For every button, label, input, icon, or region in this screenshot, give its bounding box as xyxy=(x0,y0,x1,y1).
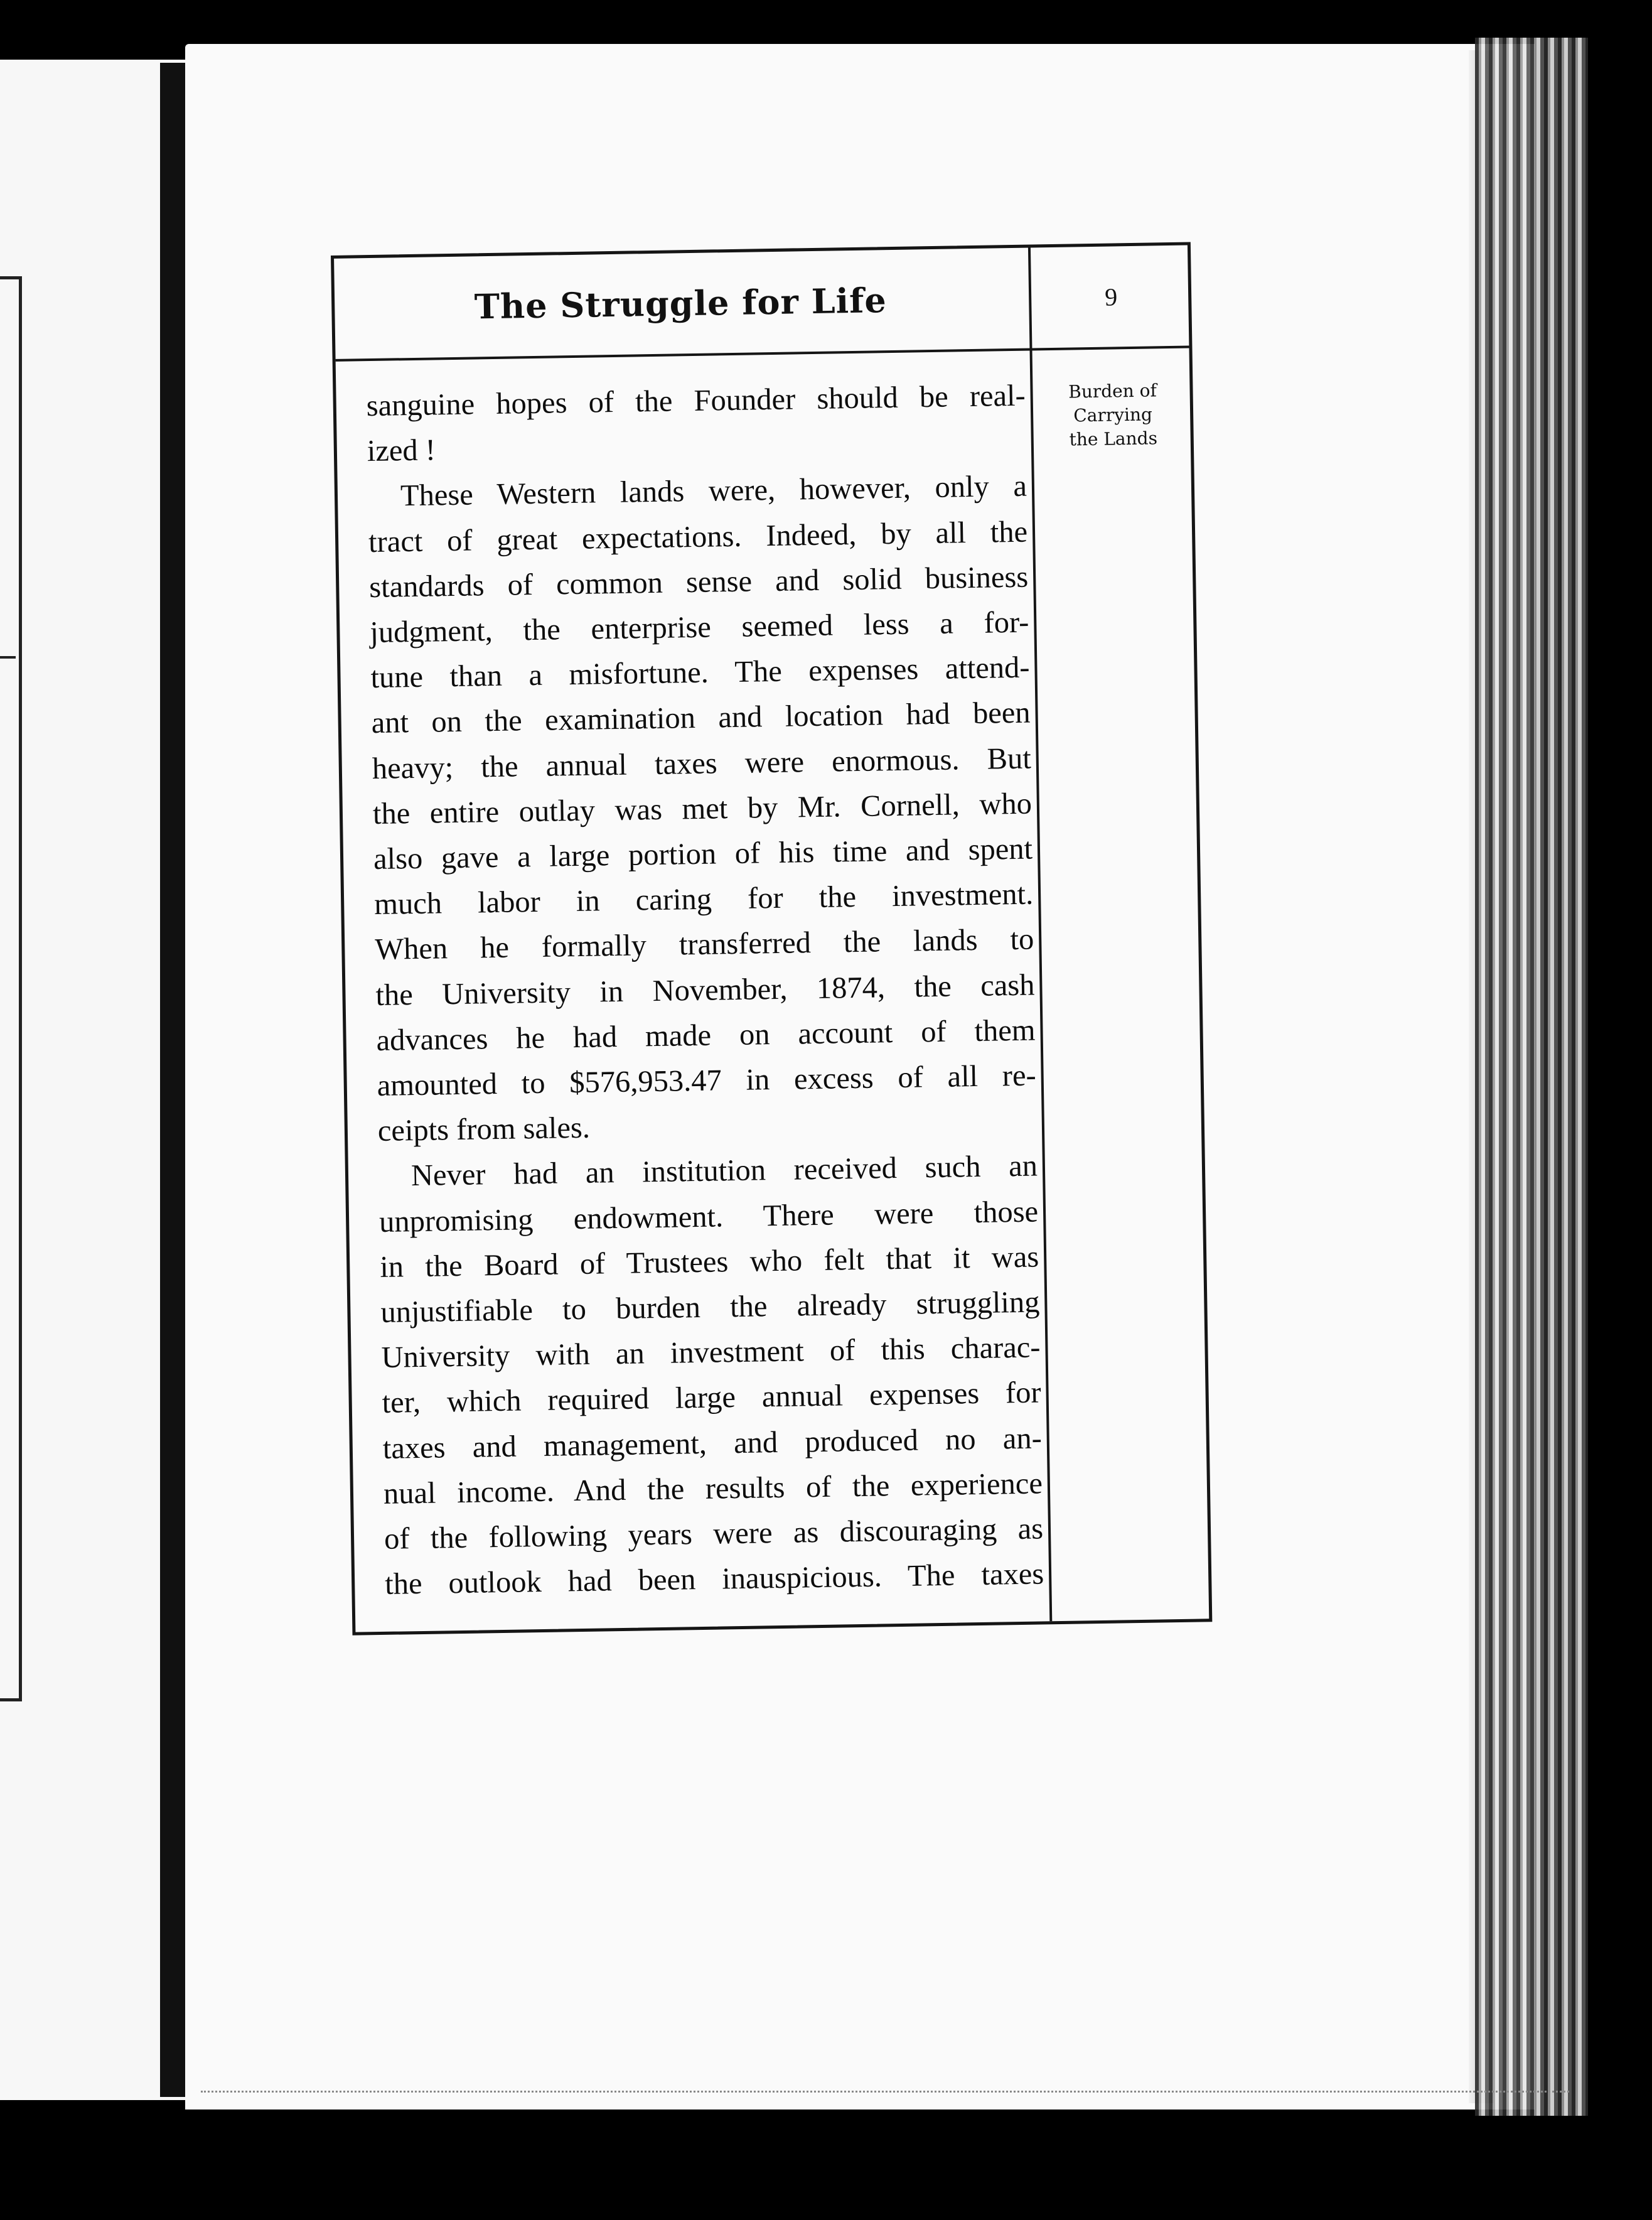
text-line: tune than a misfortune. The expenses attend- xyxy=(370,650,1030,695)
text-line: amounted to $576,953.47 in excess of all re- xyxy=(377,1059,1037,1103)
text-line: taxes and management, and produced no an- xyxy=(382,1421,1043,1465)
text-line: ant on the examination and location had been xyxy=(371,696,1031,740)
text-line: the University in November, 1874, the cash xyxy=(375,968,1035,1012)
text-line: University with an investment of this charac- xyxy=(381,1330,1041,1375)
text-line: also gave a large portion of his time and spent xyxy=(373,832,1033,876)
text-line: much labor in caring for the investment. xyxy=(373,877,1034,922)
running-title: The Struggle for Life xyxy=(474,280,888,327)
text-line: unpromising endowment. There were those xyxy=(378,1195,1039,1239)
margin-note-line: the Lands xyxy=(1069,428,1158,450)
running-head xyxy=(334,245,1189,362)
text-line: Never had an institution received such an xyxy=(410,1149,1038,1193)
facing-page xyxy=(0,60,187,2100)
text-line: When he formally transferred the lands to xyxy=(374,922,1034,967)
text-line: heavy; the annual taxes were enormous. But xyxy=(372,741,1032,785)
text-frame xyxy=(331,242,1212,1635)
text-line: the entire outlay was met by Mr. Cornell, who xyxy=(372,787,1032,831)
margin-note-line: Carrying xyxy=(1073,404,1153,426)
facing-page-header-rule xyxy=(0,656,16,659)
text-line: of the following years were as discouraging as xyxy=(384,1512,1044,1556)
text-line: ter, which required large annual expenses for xyxy=(382,1376,1042,1420)
facing-page-frame xyxy=(0,276,22,1701)
margin-note xyxy=(1032,378,1193,452)
margin-note-line: Burden of xyxy=(1068,380,1157,402)
text-line: tract of great expectations. Indeed, by all the xyxy=(368,515,1028,559)
body-text xyxy=(366,374,1044,1608)
text-line: judgment, the enterprise seemed less a for- xyxy=(370,605,1029,650)
text-line: nual income. And the results of the experience xyxy=(383,1467,1043,1511)
text-line: advances he had made on account of them xyxy=(376,1013,1036,1057)
text-line: unjustifiable to burden the already struggling xyxy=(380,1285,1040,1330)
margin-column xyxy=(1029,345,1211,1621)
text-line: ized ! xyxy=(367,433,436,468)
page-block-edges xyxy=(1475,38,1588,2116)
page-bottom-edge xyxy=(201,2091,1569,2118)
text-line: sanguine hopes of the Founder should be real- xyxy=(366,379,1026,423)
text-line: These Western lands were, however, only a xyxy=(400,470,1027,513)
text-line: in the Board of Trustees who felt that it was xyxy=(379,1240,1039,1284)
book-gutter xyxy=(160,63,188,2097)
text-line: standards of common sense and solid business xyxy=(368,560,1029,604)
page-number: 9 xyxy=(1028,245,1191,348)
text-line: the outlook had been inauspicious. The taxes xyxy=(384,1557,1044,1602)
text-line: ceipts from sales. xyxy=(377,1111,591,1148)
